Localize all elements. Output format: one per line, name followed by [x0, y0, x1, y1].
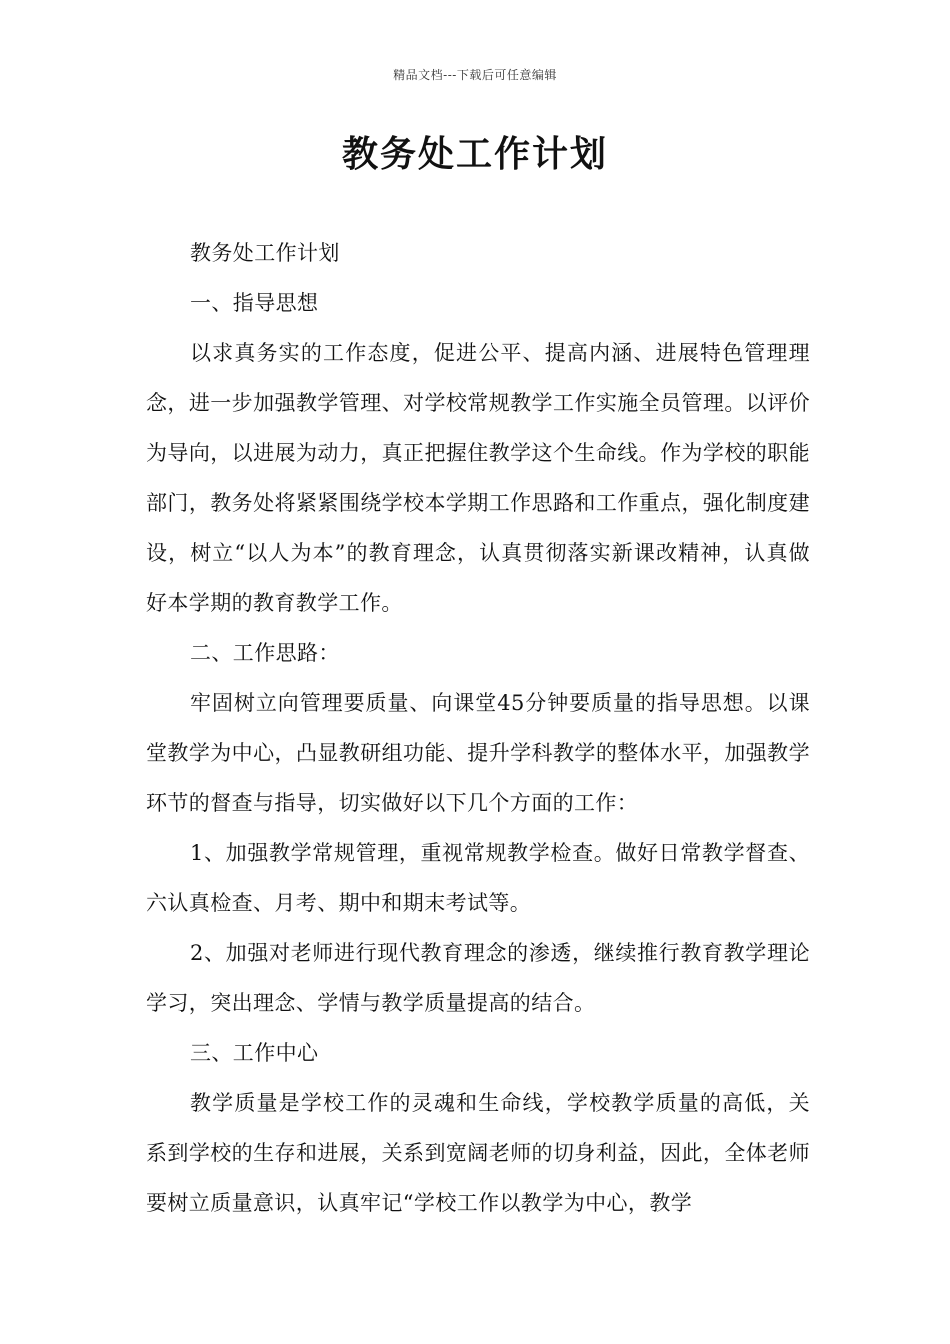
- page-header: 精品文档---下载后可任意编辑: [393, 68, 557, 82]
- document-body: [146, 228, 810, 1228]
- section-heading-guiding-ideology: 一、指导思想: [190, 291, 319, 315]
- paragraph-guiding-ideology: 以求真务实的工作态度，促进公平、提高内涵、进展特色管理理念，进一步加强教学管理、对学校常规教学工作实施全员管理。以评价为导向，以进展为动力，真正把握住教学这个生命线。作为学校的职能部门，教务处将紧紧围绕学校本学期工作思路和工作重点，强化制度建设，树立“以人为本”的教育理念，认真贯彻落实新课改精神，认真做好本学期的教育教学工作。: [146, 341, 810, 615]
- section-heading-work-focus: 三、工作中心: [190, 1041, 319, 1065]
- list-item-1: 1、加强教学常规管理，重视常规教学检查。做好日常教学督查、六认真检查、月考、期中和期末考试等。: [146, 841, 810, 915]
- paragraph-work-focus: 教学质量是学校工作的灵魂和生命线，学校教学质量的高低，关系到学校的生存和进展，关系到宽阔老师的切身利益，因此，全体老师要树立质量意识，认真牢记“学校工作以教学为中心，教学: [146, 1091, 810, 1215]
- paragraph-subtitle: 教务处工作计划: [190, 241, 340, 265]
- list-item-2: 2、加强对老师进行现代教育理念的渗透，继续推行教育教学理论学习，突出理念、学情与教学质量提高的结合。: [146, 941, 810, 1015]
- document-title: 教务处工作计划: [341, 133, 608, 175]
- section-heading-work-approach: 二、工作思路：: [190, 641, 340, 665]
- paragraph-work-approach: 牢固树立向管理要质量、向课堂45分钟要质量的指导思想。以课堂教学为中心，凸显教研组功能、提升学科教学的整体水平，加强教学环节的督查与指导，切实做好以下几个方面的工作：: [146, 691, 810, 815]
